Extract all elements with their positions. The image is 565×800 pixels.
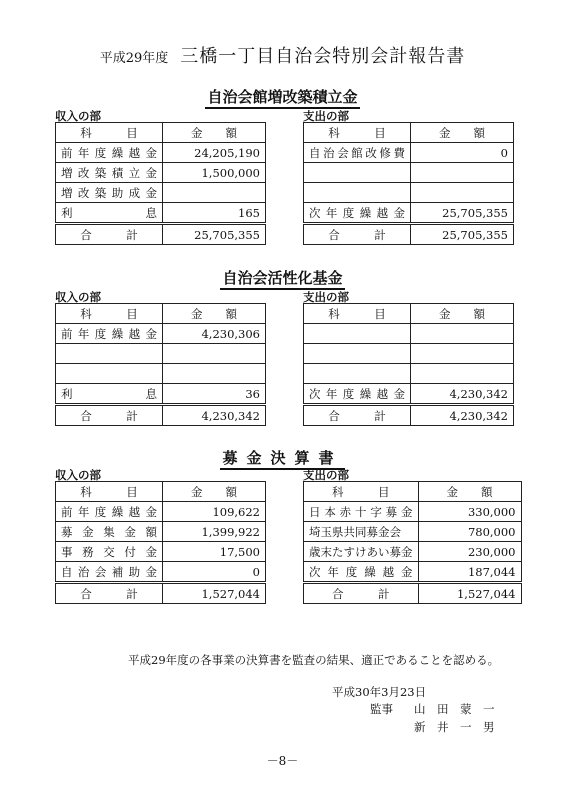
column-header-item: 科 目 [56,304,163,324]
item-cell [304,344,411,364]
total-row [56,583,266,604]
item-cell [304,183,411,203]
income-table [55,303,266,426]
item-cell: 前年度繰越金 [56,502,163,522]
amount-cell: 4,230,342 [411,384,514,405]
amount-cell [163,183,266,203]
column-header-amount: 金 額 [163,482,266,502]
section-title [0,447,565,468]
table-row [56,203,266,224]
item-cell: 増改築助成金 [56,183,163,203]
table-row [304,522,522,542]
table-header-row [56,123,266,143]
item-cell [304,163,411,183]
amount-cell: 780,000 [418,522,521,542]
income-table [55,481,266,604]
auditor-name-1: 山 田 蒙 一 [414,702,495,716]
table-row [304,203,514,224]
item-cell [56,364,163,384]
table-header-row [304,123,514,143]
total-amount: 1,527,044 [418,583,521,604]
fiscal-year: 平成29年度 [99,51,169,66]
table-row [56,542,266,562]
amount-cell: 0 [163,562,266,583]
item-cell: 歳末たすけあい募金 [304,542,419,562]
column-header-amount: 金 額 [411,304,514,324]
amount-cell: 330,000 [418,502,521,522]
table-row [304,324,514,344]
expense-table [303,481,522,604]
table-row [304,562,522,583]
amount-cell: 36 [163,384,266,405]
document-header [0,42,565,68]
item-cell: 事務交付金 [56,542,163,562]
item-cell: 次年度繰越金 [304,203,411,224]
amount-cell: 187,044 [418,562,521,583]
amount-cell: 17,500 [163,542,266,562]
column-header-amount: 金 額 [163,123,266,143]
table-header-row [304,482,522,502]
amount-cell: 1,500,000 [163,163,266,183]
total-label: 合 計 [304,224,411,245]
table-row [56,562,266,583]
table-header-row [304,304,514,324]
table-row [56,384,266,405]
table-row [304,502,522,522]
certification-statement: 平成29年度の各事業の決算書を監査の結果、適正であることを認める。 [128,653,500,667]
expense-table [303,303,514,426]
item-cell: 埼玉県共同募金会 [304,522,419,542]
column-header-item: 科 目 [304,123,411,143]
expense-label: 支出の部 [303,468,349,482]
auditor-role: 監事 [370,702,393,716]
table-row [56,324,266,344]
amount-cell: 24,205,190 [163,143,266,163]
table-row [56,502,266,522]
item-cell: 日本赤十字募金 [304,502,419,522]
total-row [304,405,514,426]
total-amount: 1,527,044 [163,583,266,604]
table-row [304,384,514,405]
table-row [56,364,266,384]
total-row [304,224,514,245]
item-cell: 次年度繰越金 [304,384,411,405]
amount-cell: 0 [411,143,514,163]
table-row [304,364,514,384]
amount-cell: 4,230,306 [163,324,266,344]
total-amount: 25,705,355 [163,224,266,245]
income-table [55,122,266,245]
column-header-item: 科 目 [56,123,163,143]
amount-cell [411,324,514,344]
item-cell [304,324,411,344]
table-row [56,143,266,163]
amount-cell [411,183,514,203]
amount-cell: 230,000 [418,542,521,562]
amount-cell: 1,399,922 [163,522,266,542]
auditor-name-2: 新 井 一 男 [414,720,495,734]
table-row [304,344,514,364]
item-cell: 募金集金額 [56,522,163,542]
total-label: 合 計 [304,405,411,426]
total-row [56,405,266,426]
item-cell [304,364,411,384]
item-cell: 次年度繰越金 [304,562,419,583]
table-row [56,183,266,203]
section-title-text: 募金決算書 [220,449,344,470]
amount-cell [411,364,514,384]
table-row [56,163,266,183]
section-title [0,267,565,288]
column-header-amount: 金 額 [411,123,514,143]
total-label: 合 計 [56,583,163,604]
section-title [0,86,565,107]
total-label: 合 計 [56,405,163,426]
section-title-text: 自治会館増改築積立金 [205,88,359,109]
amount-cell [411,163,514,183]
income-label: 収入の部 [55,109,101,123]
amount-cell: 109,622 [163,502,266,522]
page-number: －8－ [266,754,299,768]
item-cell: 自治会館改修費 [304,143,411,163]
amount-cell: 165 [163,203,266,224]
column-header-item: 科 目 [56,482,163,502]
expense-table [303,122,514,245]
table-row [56,522,266,542]
column-header-amount: 金 額 [163,304,266,324]
table-row [304,143,514,163]
column-header-amount: 金 額 [418,482,521,502]
table-row [56,344,266,364]
section-title-text: 自治会活性化基金 [220,269,344,290]
expense-label: 支出の部 [303,290,349,304]
report-title: 三橋一丁目自治会特別会計報告書 [180,46,466,67]
expense-label: 支出の部 [303,109,349,123]
amount-cell: 25,705,355 [411,203,514,224]
total-amount: 4,230,342 [411,405,514,426]
total-label: 合 計 [304,583,419,604]
table-row [304,163,514,183]
amount-cell [163,364,266,384]
item-cell: 自治会補助金 [56,562,163,583]
table-row [304,542,522,562]
item-cell: 増改築積立金 [56,163,163,183]
total-label: 合 計 [56,224,163,245]
item-cell: 前年度繰越金 [56,143,163,163]
amount-cell [411,344,514,364]
item-cell [56,344,163,364]
certification-date: 平成30年3月23日 [332,685,427,699]
total-amount: 4,230,342 [163,405,266,426]
total-row [304,583,522,604]
column-header-item: 科 目 [304,482,419,502]
item-cell: 利息 [56,384,163,405]
column-header-item: 科 目 [304,304,411,324]
item-cell: 利息 [56,203,163,224]
item-cell: 前年度繰越金 [56,324,163,344]
table-header-row [56,482,266,502]
income-label: 収入の部 [55,290,101,304]
amount-cell [163,344,266,364]
total-amount: 25,705,355 [411,224,514,245]
table-header-row [56,304,266,324]
table-row [304,183,514,203]
income-label: 収入の部 [55,468,101,482]
total-row [56,224,266,245]
